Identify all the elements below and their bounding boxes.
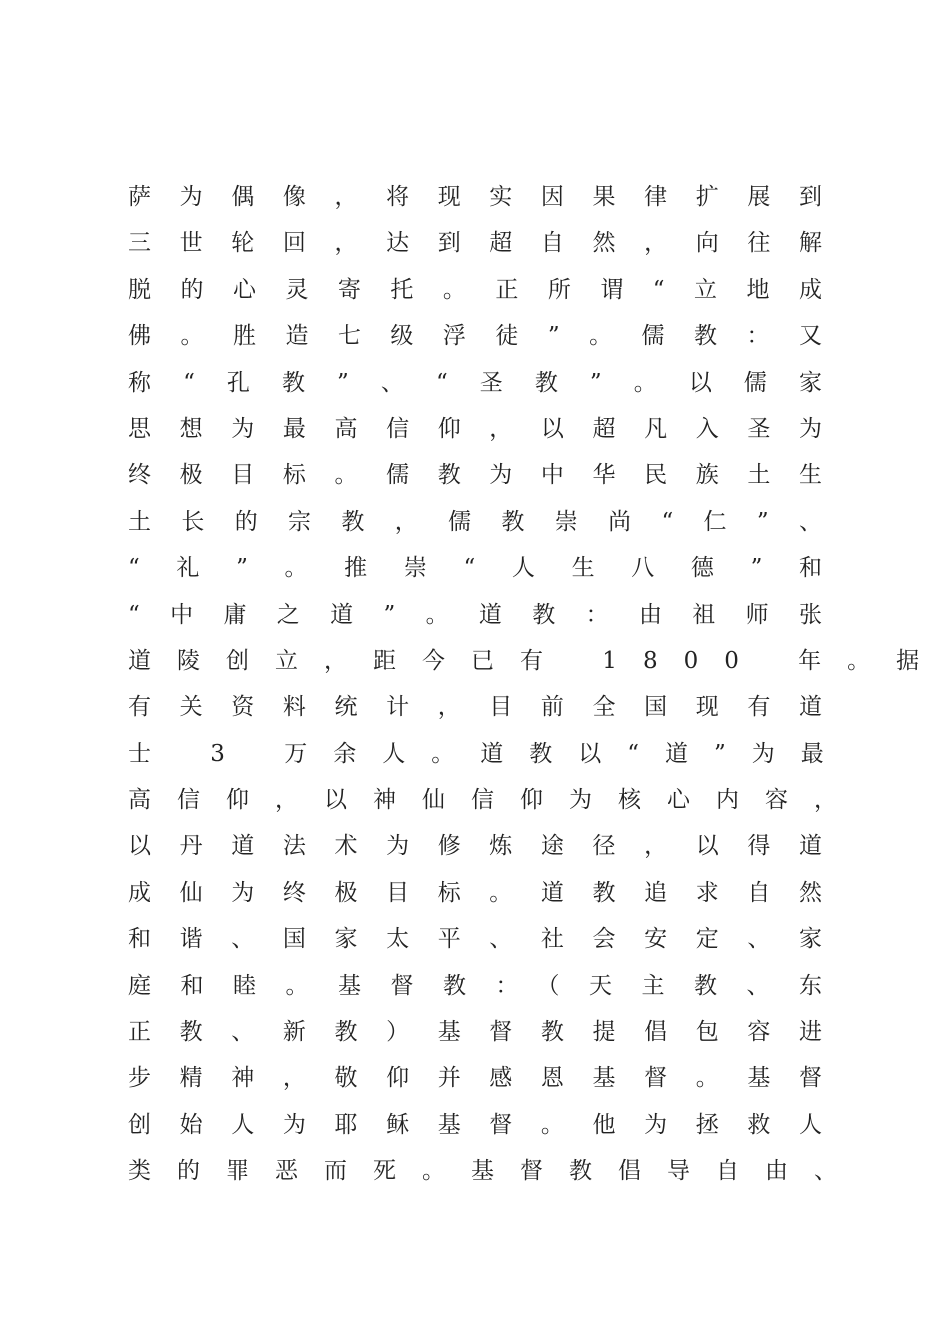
text-line — [128, 823, 848, 869]
text-line-content: 佛。胜造七级浮徒”。儒教：又 — [128, 323, 848, 350]
text-line-content: 思想为最高信仰，以超凡入圣为 — [128, 415, 848, 442]
text-line-content: 以丹道法术为修炼途径，以得道 — [128, 833, 848, 860]
text-line-content: 士 3 万余人。道教以“道”为最 — [128, 740, 850, 767]
text-line — [128, 1055, 848, 1101]
text-line — [128, 1102, 848, 1148]
text-line — [128, 267, 848, 313]
text-line — [128, 1009, 848, 1055]
text-line — [128, 174, 848, 220]
text-line-content: 成仙为终极目标。道教追求自然 — [128, 879, 848, 906]
text-line-content: 创始人为耶稣基督。他为拯救人 — [128, 1111, 848, 1138]
text-line-content: 道陵创立，距今已有 1800 年。据 — [128, 647, 946, 674]
text-line — [128, 220, 848, 266]
text-line — [128, 313, 848, 359]
text-line-content: “中庸之道”。道教：由祖师张 — [128, 601, 848, 628]
text-line-content: 步精神，敬仰并感恩基督。基督 — [128, 1065, 848, 1092]
text-line — [128, 406, 848, 452]
text-line — [128, 452, 848, 498]
text-line-content: “礼”。推崇“人生八德”和 — [128, 555, 848, 582]
text-line-content: 萨为偶像，将现实因果律扩展到 — [128, 184, 848, 210]
text-line — [128, 870, 848, 916]
text-line-content: 土长的宗教，儒教崇尚“仁”、 — [128, 508, 848, 535]
text-line-content: 有关资料统计，目前全国现有道 — [128, 694, 848, 721]
text-line-content: 高信仰，以神仙信仰为核心内容， — [128, 787, 863, 814]
text-line — [128, 360, 848, 406]
text-line-content: 三世轮回，达到超自然，向往解 — [128, 230, 848, 257]
text-line — [128, 731, 848, 777]
text-line — [128, 684, 848, 730]
text-line — [128, 777, 863, 823]
text-line-content: 称“孔教”、“圣教”。以儒家 — [128, 369, 848, 396]
text-line — [128, 499, 848, 545]
body-text — [128, 174, 946, 1195]
text-line — [128, 638, 946, 684]
text-line — [128, 592, 848, 638]
text-line-content: 和谐、国家太平、社会安定、家 — [128, 926, 848, 953]
text-line — [128, 545, 848, 591]
text-line-content: 正教、新教）基督教提倡包容进 — [128, 1019, 848, 1046]
text-line-content: 终极目标。儒教为中华民族土生 — [128, 462, 848, 489]
text-line — [128, 963, 848, 1009]
text-line-content: 脱的心灵寄托。正所谓“立地成 — [128, 276, 848, 303]
text-line-content: 庭和睦。基督教：（天主教、东 — [128, 972, 848, 999]
text-line — [128, 916, 848, 962]
text-line — [128, 1148, 863, 1194]
text-line-content: 类的罪恶而死。基督教倡导自由、 — [128, 1158, 863, 1185]
